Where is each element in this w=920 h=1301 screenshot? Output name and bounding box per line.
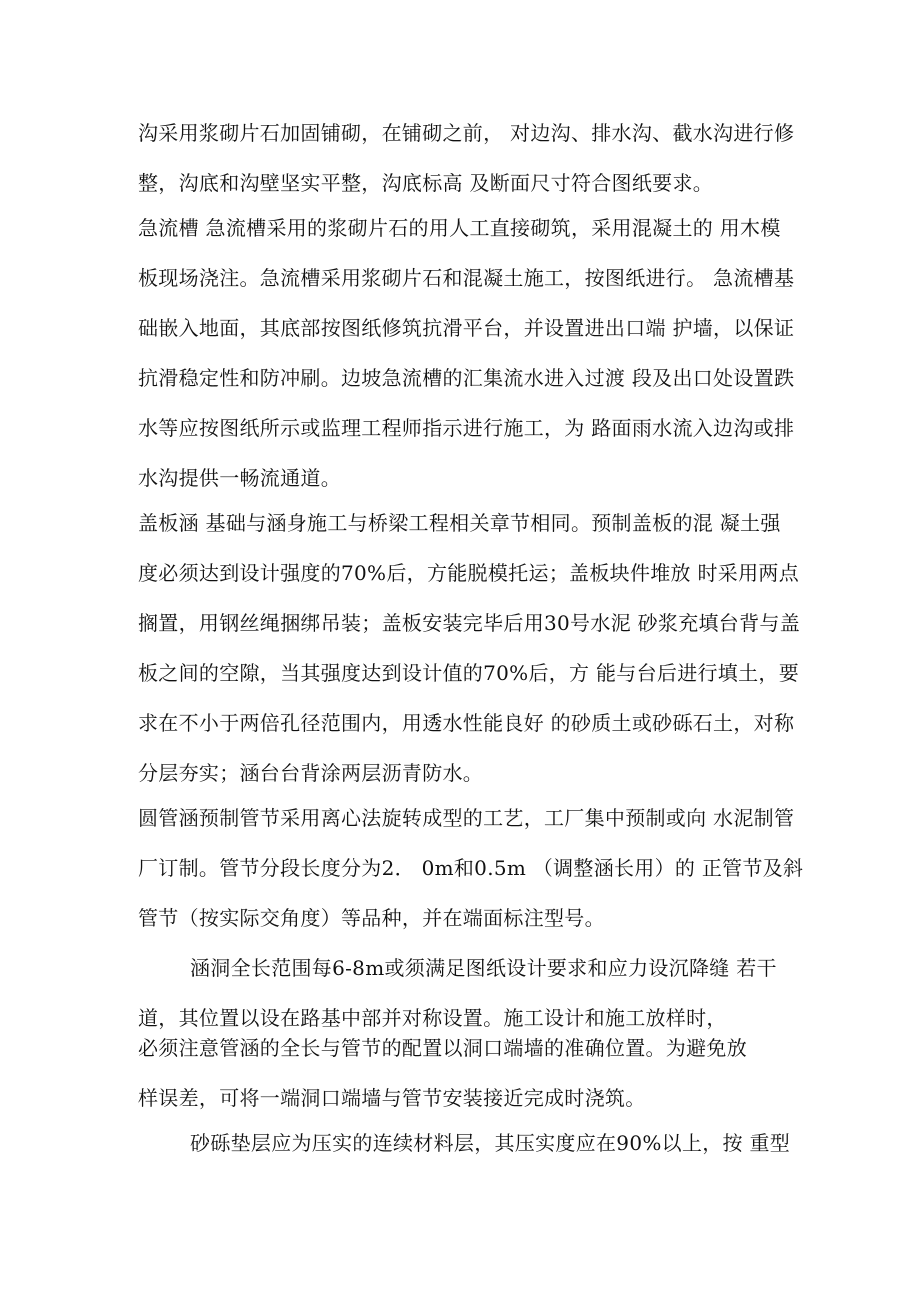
text-line: 水沟提供一畅流通道。 xyxy=(138,466,341,490)
text-line: 涵洞全长范围每6-8m或须满足图纸设计要求和应力设沉降缝 若干 xyxy=(190,956,777,980)
text-line: 整，沟底和沟壁坚实平整，沟底标高 及断面尺寸符合图纸要求。 xyxy=(138,171,714,195)
text-line: 盖板涵 基础与涵身施工与桥梁工程相关章节相同。预制盖板的混 凝土强 xyxy=(138,511,781,535)
text-line: 分层夯实；涵台台背涂两层沥青防水。 xyxy=(138,761,484,785)
text-line: 度必须达到设计强度的70%后，方能脱模托运；盖板块件堆放 时采用两点 xyxy=(138,561,800,585)
text-line: 沟采用浆砌片石加固铺砌，在铺砌之前， 对边沟、排水沟、截水沟进行修 xyxy=(138,121,795,145)
text-line: 样误差，可将一端洞口端墙与管节安装接近完成时浇筑。 xyxy=(138,1086,646,1110)
text-line: 求在不小于两倍孔径范围内，用透水性能良好 的砂质土或砂砾石土，对称 xyxy=(138,711,795,735)
text-line: 道，其位置以设在路基中部并对称设置。施工设计和施工放样时， xyxy=(138,1006,727,1030)
text-line: 抗滑稳定性和防冲刷。边坡急流槽的汇集流水进入过渡 段及出口处设置跌 xyxy=(138,366,795,390)
text-line: 急流槽 急流槽采用的浆砌片石的用人工直接砌筑，采用混凝土的 用木模 xyxy=(138,216,781,240)
text-line: 必须注意管涵的全长与管节的配置以洞口端墙的准确位置。为避免放 xyxy=(138,1036,747,1060)
text-line: 管节（按实际交角度）等品种，并在端面标注型号。 xyxy=(138,906,605,930)
text-line: 水等应按图纸所示或监理工程师指示进行施工，为 路面雨水流入边沟或排 xyxy=(138,416,795,440)
text-line: 板现场浇注。急流槽采用浆砌片石和混凝土施工，按图纸进行。 急流槽基 xyxy=(138,266,795,290)
text-line: 圆管涵预制管节采用离心法旋转成型的工艺，工厂集中预制或向 水泥制管 xyxy=(138,806,795,830)
text-line: 砂砾垫层应为压实的连续材料层，其压实度应在90%以上，按 重型 xyxy=(190,1131,791,1155)
text-line: 厂订制。管节分段长度分为2． 0m和0.5m （调整涵长用）的 正管节及斜 xyxy=(138,856,804,880)
text-line: 搁置，用钢丝绳捆绑吊装；盖板安装完毕后用30号水泥 砂浆充填台背与盖 xyxy=(138,611,801,635)
text-line: 板之间的空隙，当其强度达到设计值的70%后，方 能与台后进行填土，要 xyxy=(138,661,800,685)
text-line: 础嵌入地面，其底部按图纸修筑抗滑平台，并设置进出口端 护墙，以保证 xyxy=(138,316,795,340)
